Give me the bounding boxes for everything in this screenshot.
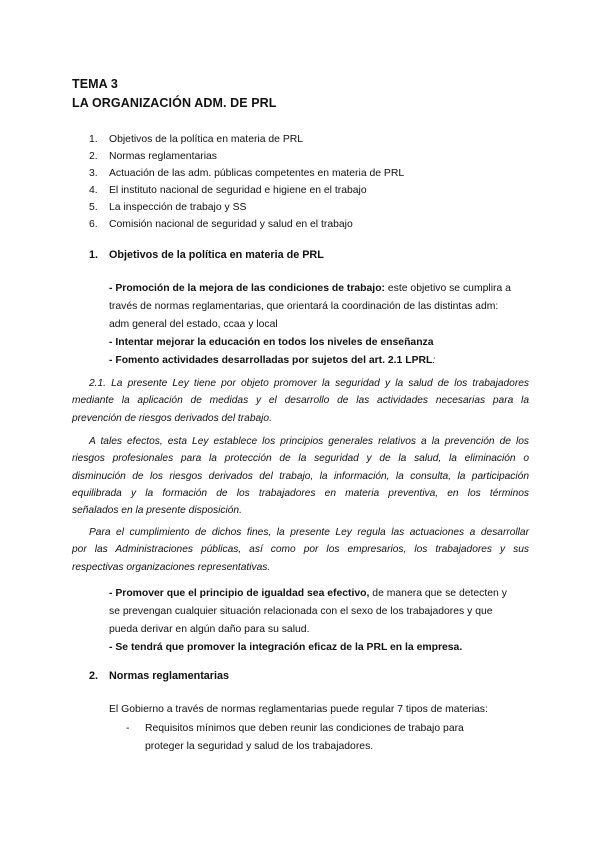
objective-item-bold: - Fomento actividades desarrolladas por sujetos del art. 2.1 LPRL [109, 355, 433, 366]
objective-item [109, 585, 507, 603]
objective-item-bold: - Promover que el principio de igualdad sea efectivo, [109, 588, 370, 599]
quote-line: Para el cumplimiento de dichos fines, la presente Ley regula las actuaciones a desarrollar [89, 527, 529, 538]
quote-line: riesgos profesionales para la protección de la seguridad y de la salud, la eliminación o [72, 453, 529, 465]
objectives-list-a [109, 280, 511, 370]
materia-line: proteger la seguridad y salud de los trabajadores. [145, 741, 374, 752]
section-2-heading [89, 670, 229, 682]
law-quote-3 [72, 524, 529, 576]
section-1-heading [89, 249, 324, 261]
objective-item-text: de manera que se detecten y [369, 588, 507, 599]
quote-line: prevención de riesgos derivados del trabajo. [72, 412, 272, 424]
objective-item-tail: : [432, 355, 436, 366]
objective-item-line: pueda derivar en algún daño para su salud. [109, 624, 310, 635]
quote-line: equilibrada y la formación de los trabajadores en materia preventiva, en los términos [72, 487, 529, 499]
toc-text: La inspección de trabajo y SS [109, 202, 247, 213]
objective-item-bold: - Promoción de la mejora de las condiciones de trabajo: [109, 283, 385, 294]
materia-line: Requisitos mínimos que deben reunir las condiciones de trabajo para [145, 723, 464, 734]
toc-text: Actuación de las adm. públicas competentes en materia de PRL [109, 168, 405, 179]
toc-number: 3. [89, 168, 98, 179]
quote-line: 2.1. La presente Ley tiene por objeto promover la seguridad y la salud de los trabajadores [89, 378, 529, 389]
quote-line: señalados en la presente disposición. [72, 505, 242, 517]
toc-number: 5. [89, 202, 98, 213]
objective-item-text: este objetivo se cumplira a [385, 283, 511, 294]
section-1-title: Objetivos de la política en materia de PRL [109, 249, 324, 261]
dash-bullet: - [126, 723, 130, 734]
objectives-list-b [109, 585, 507, 657]
objective-item-line: adm general del estado, ccaa y local [109, 319, 278, 330]
objective-item-line: través de normas reglamentarias, que orientará la coordinación de las distintas adm: [109, 301, 499, 312]
objective-item [109, 280, 511, 298]
toc-text: Normas reglamentarias [109, 151, 217, 162]
objective-item: - Se tendrá que promover la integración eficaz de la PRL en la empresa. [109, 642, 463, 653]
objective-item [109, 352, 511, 370]
objective-item-line: se prevengan cualquier situación relacionada con el sexo de los trabajadores y que [109, 606, 493, 617]
section-2-intro: El Gobierno a través de normas reglamentarias puede regular 7 tipos de materias: [109, 704, 488, 715]
section-1-number: 1. [89, 249, 99, 261]
tema-label: TEMA 3 [72, 77, 118, 91]
page-title: LA ORGANIZACIÓN ADM. DE PRL [72, 96, 277, 110]
section-2-title: Normas reglamentarias [109, 670, 230, 682]
toc-number: 2. [89, 151, 98, 162]
section-2-number: 2. [89, 670, 99, 682]
objective-item: - Intentar mejorar la educación en todos los niveles de enseñanza [109, 337, 434, 348]
quote-line: A tales efectos, esta Ley establece los principios generales relativos a la prevención de los [89, 436, 529, 447]
table-of-contents [89, 131, 404, 233]
toc-text: Objetivos de la política en materia de PRL [109, 134, 304, 145]
toc-item [89, 131, 404, 148]
toc-text: El instituto nacional de seguridad e higiene en el trabajo [109, 185, 367, 196]
toc-text: Comisión nacional de seguridad y salud en el trabajo [109, 219, 353, 230]
toc-item [89, 216, 404, 233]
toc-number: 6. [89, 219, 98, 230]
quote-line: disminución de los riesgos derivados del trabajo, la información, la consulta, la participación [72, 470, 529, 482]
toc-number: 4. [89, 185, 98, 196]
toc-item [89, 148, 404, 165]
quote-line: mediante la aplicación de medidas y el desarrollo de las actividades necesarias para la [72, 395, 529, 407]
law-quote-1 [72, 375, 529, 427]
toc-item [89, 165, 404, 182]
toc-item [89, 182, 404, 199]
quote-line: respectivas organizaciones representativas. [72, 561, 271, 573]
toc-item [89, 199, 404, 216]
law-quote-2 [72, 433, 529, 519]
toc-number: 1. [89, 134, 98, 145]
quote-line: por las Administraciones públicas, así como por los empresarios, los trabajadores y sus [72, 544, 529, 556]
